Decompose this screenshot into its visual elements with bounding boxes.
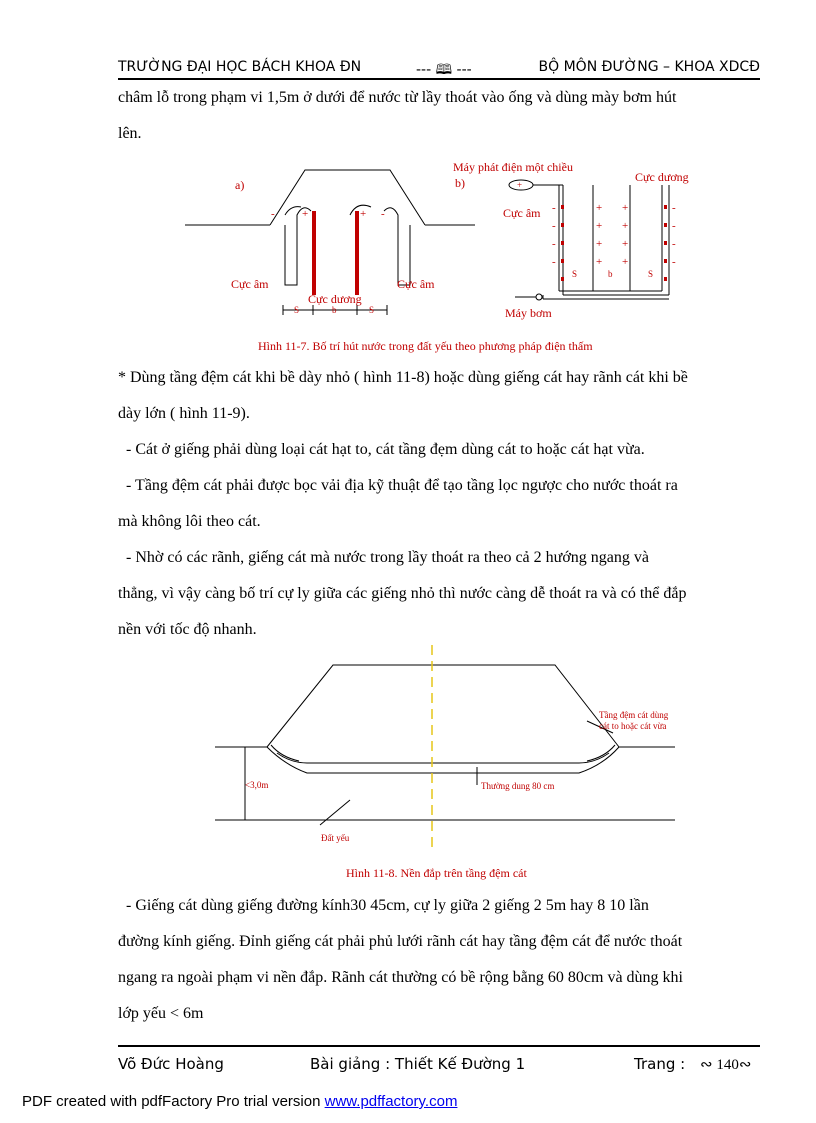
fig1-neg-right: Cực âm <box>397 277 435 291</box>
paragraph-line: lớp yếu < 6m <box>118 1005 204 1022</box>
fig1-neg-left: Cực âm <box>231 277 269 291</box>
paragraph-line: thẳng, vì vậy càng bố trí cự ly giữa các giếng nhỏ thì nước càng dễ thoát ra và có thể đắp <box>118 585 687 602</box>
fig1-sign: + <box>622 202 629 214</box>
header-ornament: --- 🕮 --- <box>416 62 472 78</box>
fig1-sign: - <box>552 202 556 214</box>
fig1-sign: - <box>672 220 676 232</box>
figure-11-7 <box>175 155 695 325</box>
paragraph-line: ngang ra ngoài phạm vi nền đắp. Rãnh cát thường có bề rộng bằng 60 80cm và dùng khi <box>118 969 683 986</box>
figure-11-8-caption: Hình 11-8. Nền đắp trên tầng đệm cát <box>346 866 527 880</box>
paragraph-line: đường kính giếng. Đỉnh giếng cát phải phủ lưới rãnh cát hay tầng đệm cát để nước thoát <box>118 933 683 950</box>
fig2-sand-label-1: Tầng đệm cát dùng <box>599 710 669 720</box>
fig1-dim-b: b <box>608 269 613 279</box>
fig1-dim-b: b <box>332 305 337 315</box>
fig2-depth: <3,0m <box>245 780 269 790</box>
fig1-pump: Máy bơm <box>505 306 552 320</box>
fig2-thickness: Thường dung 80 cm <box>481 781 555 791</box>
paragraph-line: - Cát ở giếng phải dùng loại cát hạt to, cát tầng đẹm dùng cát to hoặc cát hạt vừa. <box>126 441 645 458</box>
fig1-sign: + <box>596 238 603 250</box>
fig1-sign: - <box>552 256 556 268</box>
header-school: TRƯỜNG ĐẠI HỌC BÁCH KHOA ĐN <box>118 59 362 75</box>
footer-page-number-wrap <box>700 1055 751 1074</box>
fig1-generator: Máy phát điện một chiều <box>453 160 573 174</box>
fig1-sign: + <box>622 238 629 250</box>
pdffactory-link[interactable]: www.pdffactory.com <box>324 1093 458 1110</box>
figure-11-8 <box>215 645 695 860</box>
fig1-sign: + <box>596 256 603 268</box>
fig1-sign: + <box>302 208 309 220</box>
header-department: BỘ MÔN ĐƯỜNG – KHOA XDCĐ <box>538 59 760 75</box>
ornament-right-icon: ∾ <box>738 1057 752 1073</box>
fig1-sign: - <box>672 256 676 268</box>
ornament-left-icon: ∾ <box>700 1057 717 1073</box>
footer-course: Bài giảng : Thiết Kế Đường 1 <box>310 1055 526 1073</box>
page-footer <box>118 1045 760 1079</box>
fig1-sign: - <box>552 238 556 250</box>
fig1-gen-sign: + <box>517 180 523 190</box>
fig1-sign: - <box>271 208 275 220</box>
paragraph-line: lên. <box>118 125 142 142</box>
fig1-dim-s: S <box>294 305 300 315</box>
footer-page-number: 140 <box>716 1057 739 1073</box>
paragraph-line: - Giếng cát dùng giếng đường kính30 45cm, cự ly giữa 2 giếng 2 5m hay 8 10 lần <box>126 897 649 914</box>
fig1-dim-s: S <box>369 305 375 315</box>
fig1-sign: + <box>360 208 367 220</box>
page-header <box>118 56 760 80</box>
fig1-neg-pole: Cực âm <box>503 206 541 220</box>
paragraph-line: mà không lôi theo cát. <box>118 513 261 530</box>
paragraph-line: dày lớn ( hình 11-9). <box>118 405 250 422</box>
paragraph-line: châm lỗ trong phạm vi 1,5m ở dưới để nước từ lầy thoát vào ống và dùng mày bơm hút <box>118 89 677 106</box>
fig1-sign: + <box>622 256 629 268</box>
paragraph-line: - Tầng đệm cát phải được bọc vải địa kỹ thuật để tạo tầng lọc ngược cho nước thoát ra <box>126 477 678 494</box>
fig1-sign: - <box>672 238 676 250</box>
footer-page-label: Trang : <box>634 1055 686 1073</box>
fig2-sand-label-2: cát to hoặc cát vừa <box>599 721 667 731</box>
paragraph-line: nền với tốc độ nhanh. <box>118 621 257 638</box>
pdf-notice-text: PDF created with pdfFactory Pro trial version <box>22 1093 325 1110</box>
fig1-dim-s: S <box>648 269 654 279</box>
figure-11-7-caption: Hình 11-7. Bố trí hút nước trong đất yếu theo phương pháp điện thấm <box>258 339 593 353</box>
fig1-sign: + <box>622 220 629 232</box>
fig1-dim-s: S <box>572 269 578 279</box>
fig2-soft-soil: Đất yếu <box>321 833 350 843</box>
fig1-sign: - <box>672 202 676 214</box>
paragraph-line: - Nhờ có các rãnh, giếng cát mà nước trong lầy thoát ra theo cả 2 hướng ngang và <box>126 549 649 566</box>
fig1-label-a: a) <box>235 178 245 192</box>
fig1-sign: - <box>381 208 385 220</box>
fig1-pos-center: Cực dương <box>308 292 362 306</box>
pdf-notice <box>22 1093 457 1110</box>
fig1-label-b: b) <box>455 176 465 190</box>
paragraph-line: * Dùng tầng đệm cát khi bề dày nhỏ ( hình 11-8) hoặc dùng giếng cát hay rãnh cát khi bề <box>118 369 688 386</box>
footer-author: Võ Đức Hoàng <box>118 1055 224 1073</box>
fig1-pos-pole: Cực dương <box>635 170 689 184</box>
fig1-sign: + <box>596 202 603 214</box>
fig1-sign: - <box>552 220 556 232</box>
fig1-sign: + <box>596 220 603 232</box>
